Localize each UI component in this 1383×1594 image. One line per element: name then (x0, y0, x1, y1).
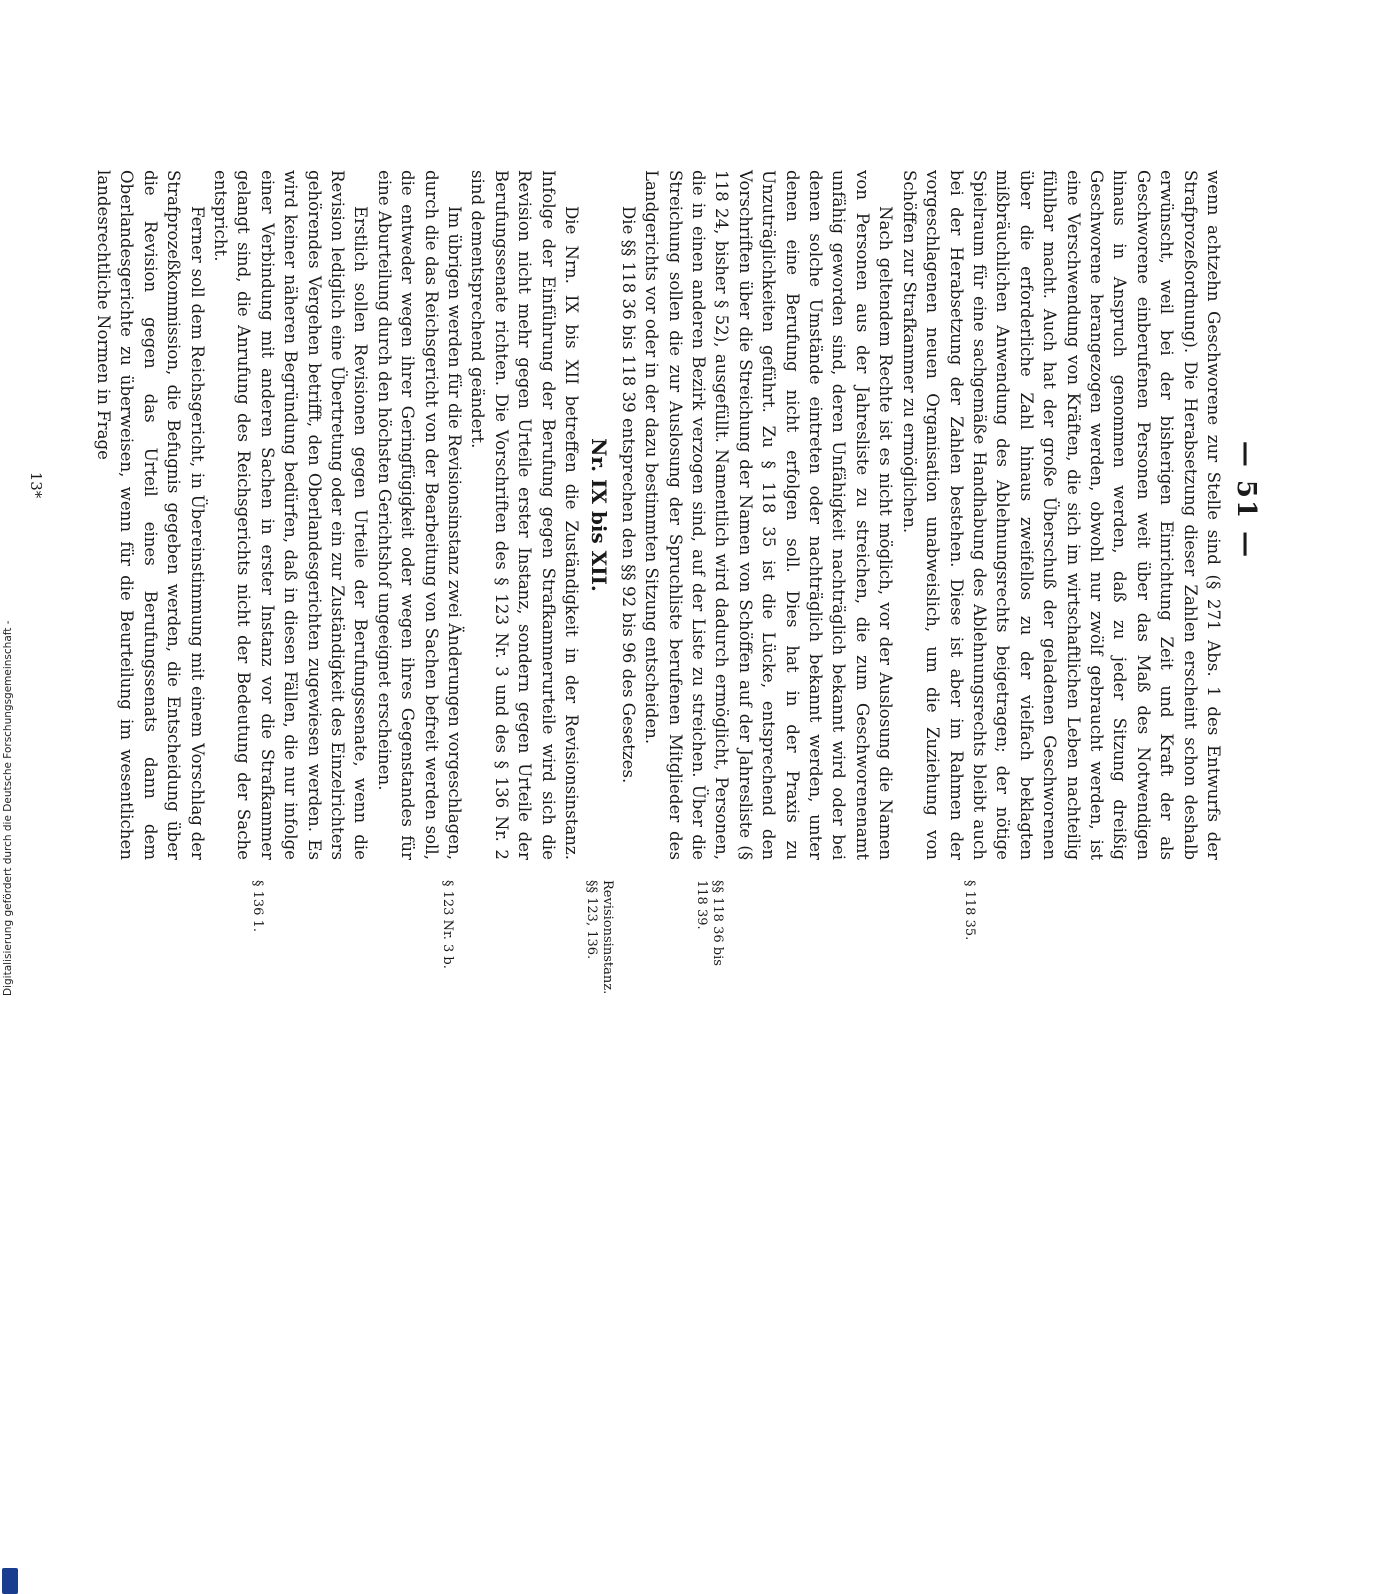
document-body (92, 170, 1226, 860)
credit-strip (0, 600, 22, 1000)
page-number: — 51 — (1231, 440, 1261, 560)
paragraph: Ferner soll dem Reichsgericht, in Übereinstimmung mit einem Vorschlag der Strafprozeßkommission, die Befugnis gegeben werden, die Entscheidung über die Revision gegen das Urteil eines Berufungssenats dann dem Oberlandesgerichte zu überweisen, wenn für die Beurteilung im wesentlichen landesrechtliche Normen in Frage (93, 170, 207, 860)
margin-note: § 136 1. (250, 880, 265, 932)
paragraph: Die Nrn. IX bis XII betreffen die Zuständigkeit in der Revisionsinstanz. Infolge der Einführung der Berufung gegen Strafkammerurteile wird sich die Revision nicht mehr gegen Urteile erster Instanz, sondern gegen Urteile der Berufungssenate richten. Die Vorschriften des § 123 Nr. 3 und des § 136 Nr. 2 sind dementsprechend geändert. (468, 170, 582, 860)
paragraph: wenn achtzehn Geschworene zur Stelle sind (§ 271 Abs. 1 des Entwurfs der Strafprozeßordnung). Die Herabsetzung dieser Zahlen erscheint schon deshalb erwünscht, weil bei der bisherigen Einrichtung Zeit und Kraft der als Geschworene einberufenen Personen weit über das Maß des Notwendigen hinaus in Anspruch genommen werden, daß zu jeder Sitzung dreißig Geschworene herangezogen werden, obwohl nur zwölf gebraucht werden, ist eine Verschwendung von Kräften, die sich im wirtschaftlichen Leben nachteilig fühlbar macht. Auch hat der große Überschuß der geladenen Geschworenen über die erforderliche Zahl hinaus zweifellos zu der vielfach beklagten mißbräuchlichen Anwendung des Ablehnungsrechts beigetragen; der nötige Spielraum für eine sachgemäße Handhabung des Ablehnungsrechts bleibt auch bei der Herabsetzung der Zahlen bestehen. Diese ist aber im Rahmen der vorgeschlagenen neuen Organisation unabweislich, um die Zuziehung von Schöffen zur Strafkammer zu ermöglichen. (899, 170, 1223, 860)
paragraph: Die §§ 118 36 bis 118 39 entsprechen den §§ 92 bis 96 des Gesetzes. (618, 206, 638, 784)
margin-note: § 123 Nr. 3 b. (440, 880, 455, 969)
section-heading: Nr. IX bis XII. (587, 438, 612, 592)
margin-note: §§ 118 36 bis 118 39. (694, 880, 725, 966)
credit-text: Digitalisierung gefördert durch die Deutsche Forschungsgemeinschaft - (2, 620, 14, 996)
dfg-logo-icon (2, 1568, 18, 1594)
paragraph: Nach geltendem Rechte ist es nicht möglich, vor der Auslosung die Namen von Personen aus der Jahresliste zu streichen, die zum Geschworenenamt unfähig geworden sind, deren Unfähigkeit nachträglich bekannt wird oder bei denen solche Umstände eintreten oder nachträglich bekannt werden, unter denen eine Berufung nicht erfolgen soll. Dies hat in der Praxis zu Unzuträglichkeiten geführt. Zu § 118 35 ist die Lücke, entsprechend den Vorschriften über die Streichung der Namen von Schöffen auf der Jahresliste (§ 118 24, bisher § 52), ausgefüllt. Namentlich wird dadurch ermöglicht, Personen, die in einen anderen Bezirk verzogen sind, auf der Liste zu streichen. Über die Streichung sollen die zur Auslosung der Spruchliste berufenen Mitglieder des Landgerichts vor oder in der dazu bestimmten Sitzung entscheiden. (642, 170, 896, 860)
signature-mark: 13* (27, 471, 45, 499)
margin-note: § 118 35. (962, 880, 977, 941)
paragraph: Erstlich sollen Revisionen gegen Urteile der Berufungssenate, wenn die Revision lediglich eine Übertretung oder ein zur Zuständigkeit des Einzelrichters gehörendes Vergehen betrifft, den Oberlandesgerichten zugewiesen werden. Es wird keiner näheren Begründung bedürfen, daß in diesen Fällen, die nur infolge einer Verbindung mit anderen Sachen in erster Instanz vor die Strafkammer gelangt sind, die Anrufung des Reichsgerichts nicht der Bedeutung der Sache entspricht. (210, 170, 371, 860)
paragraph: Im übrigen werden für die Revisionsinstanz zwei Änderungen vorgeschlagen, durch die das Reichsgericht von der Bearbeitung von Sachen befreit werden soll, die entweder wegen ihrer Geringfügigkeit oder wegen ihres Gegenstandes für eine Aburteilung durch den höchsten Gerichtshof ungeeignet erscheinen. (374, 170, 464, 860)
margin-note: Revisionsinstanz. §§ 123, 136. (584, 880, 615, 995)
